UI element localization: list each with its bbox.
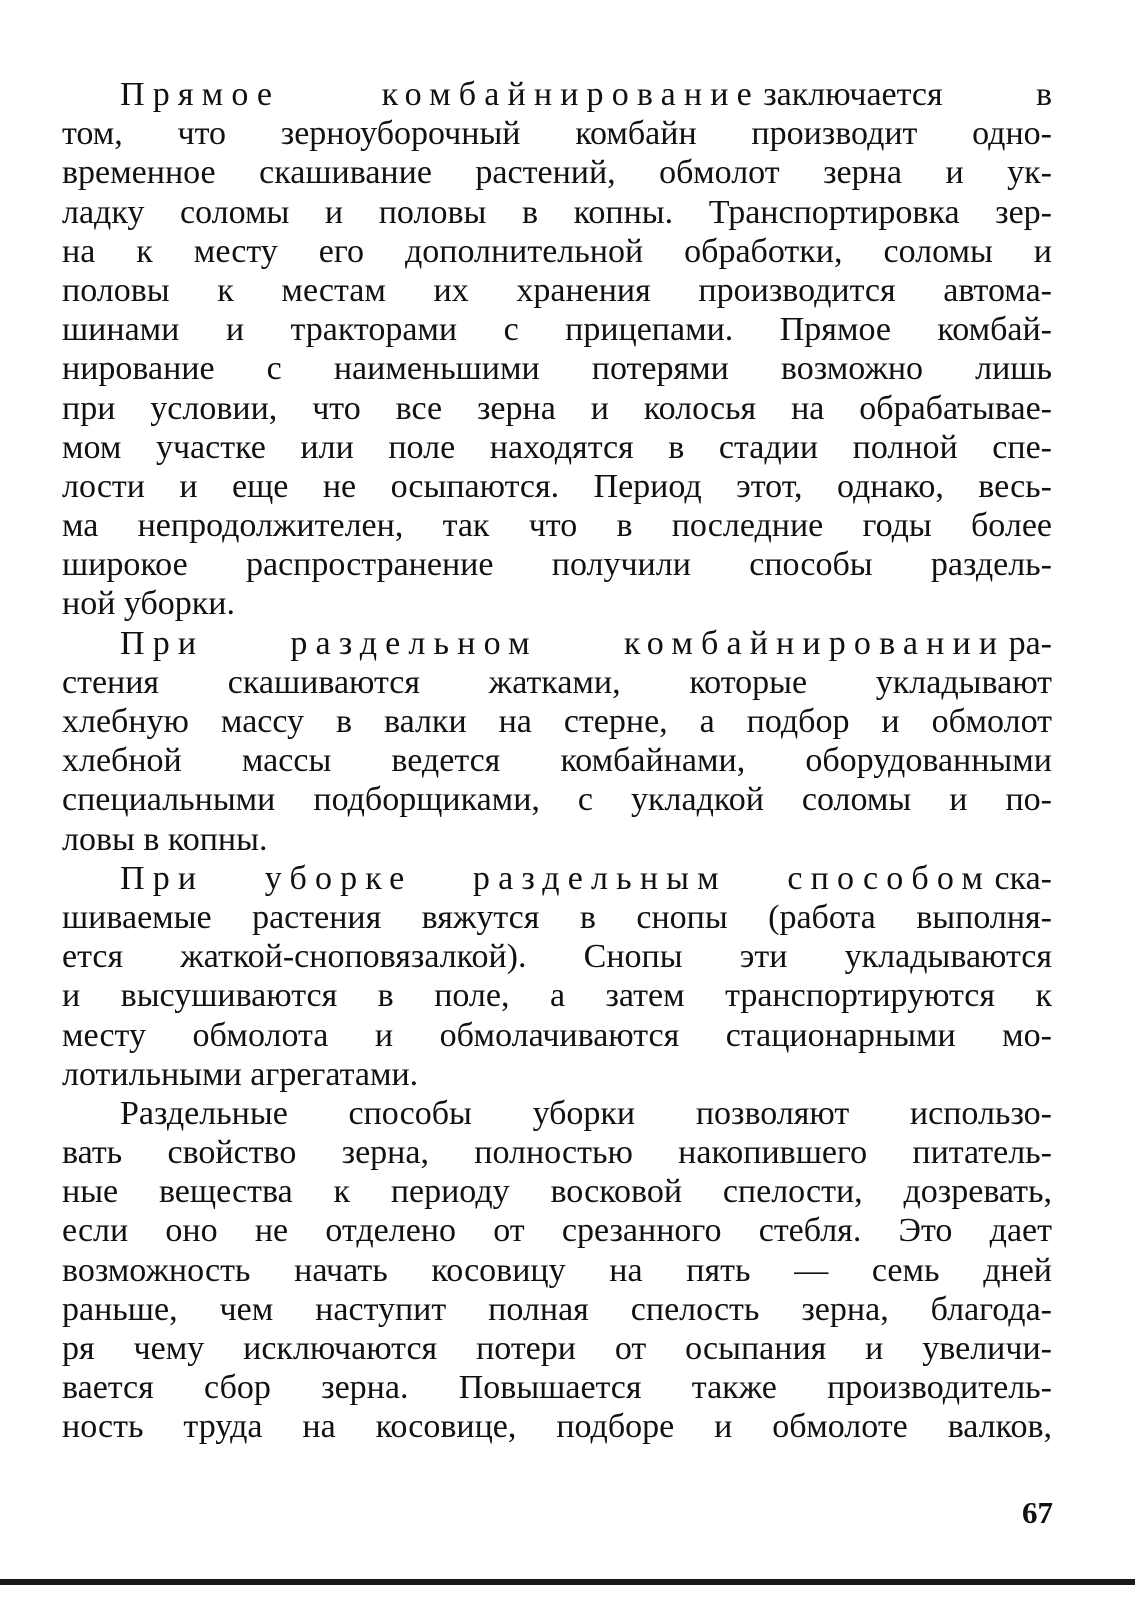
text-line: Прямое комбайнированиезаключается в [120,76,1052,113]
text-line: Раздельные способы уборки позволяют использо- [120,1094,1052,1132]
page-bottom-edge [0,1579,1135,1585]
text-line: При раздельном комбайнированиира- [120,624,1052,662]
text-line: ладку соломы и половы в копны. Транспортировка зер- [62,193,1052,231]
text-line: том, что зерноуборочный комбайн производит одно- [62,115,1052,153]
text-line: нирование с наименьшими потерями возможно лишь [62,350,1052,388]
text-line: ря чему исключаются потери от осыпания и увеличи- [62,1330,1052,1367]
text-line: шиваемые растения вяжутся в снопы (работа выполня- [62,898,1052,936]
text-line: ма непродолжителен, так что в последние годы более [62,507,1052,545]
text-line: ные вещества к периоду восковой спелости, дозревать, [62,1173,1052,1211]
text-line: ется жаткой-сноповязалкой). Снопы эти укладываются [62,938,1052,976]
text-line: вать свойство зерна, полностью накопившего питатель- [62,1134,1052,1172]
text-line: мом участке или поле находятся в стадии полной спе- [62,428,1052,466]
text-line: хлебной массы ведется комбайнами, оборудованными [62,742,1052,780]
text-line: При уборке раздельным способомска- [120,859,1052,897]
text-line: раньше, чем наступит полная спелость зерна, благода- [62,1290,1052,1328]
spaced-term: Прямое комбайнирование [120,76,760,113]
text-line: шинами и тракторами с прицепами. Прямое комбай- [62,311,1052,349]
paragraph-separate-methods [62,1094,1052,1447]
text-line: широкое распространение получили способы раздель- [62,546,1052,584]
paragraph-direct-combining [62,75,1052,624]
text-line: половы к местам их хранения производится автома- [62,271,1052,309]
spaced-term: При уборке раздельным способом [120,859,992,897]
text-line: стения скашиваются жатками, которые укладывают [62,663,1052,701]
paragraph-separate-combining [62,624,1052,859]
text-line: специальными подборщиками, с укладкой соломы и по- [62,781,1052,819]
text-line: хлебную массу в валки на стерне, а подбор и обмолот [62,703,1052,740]
text-line: лотильными агрегатами. [62,1055,419,1093]
text-line: на к месту его дополнительной обработки, соломы и [62,232,1052,270]
spaced-term: При раздельном комбайнировании [120,624,1006,662]
text-line: временное скашивание растений, обмолот зерна и ук- [62,154,1052,192]
text-line: если оно не отделено от срезанного стебля. Это дает [62,1212,1052,1250]
text-line: возможность начать косовицу на пять — семь дней [62,1251,1052,1289]
text-line: лости и еще не осыпаются. Период этот, однако, весь- [62,467,1052,505]
text-line: вается сбор зерна. Повышается также производитель- [62,1369,1052,1407]
paragraph-separate-harvesting [62,859,1052,1094]
text-line: ловы в копны. [62,820,268,858]
text-line: ность труда на косовице, подборе и обмолоте валков, [62,1408,1052,1446]
page-number: 67 [1022,1495,1053,1530]
text-line: ной уборки. [62,585,235,623]
text-line: месту обмолота и обмолачиваются стационарными мо- [62,1016,1052,1054]
text-line: и высушиваются в поле, а затем транспортируются к [62,977,1052,1015]
page-body [62,75,1052,1447]
text-line: при условии, что все зерна и колосья на обрабатывае- [62,389,1052,427]
